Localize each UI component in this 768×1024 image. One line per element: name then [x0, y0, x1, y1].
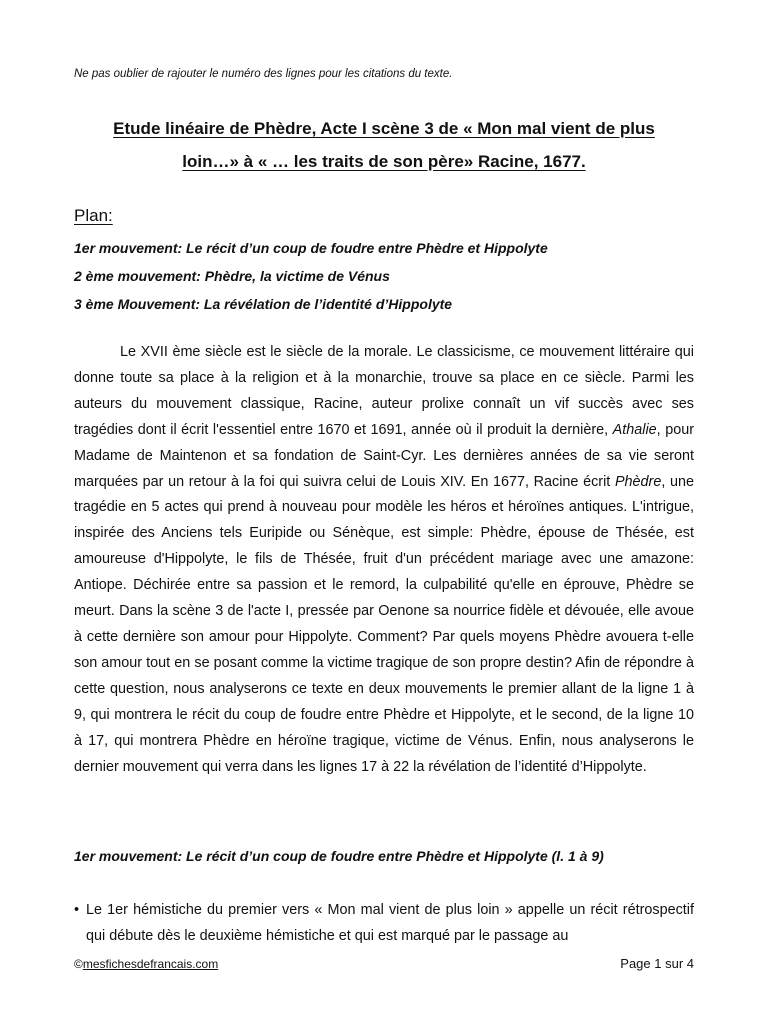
page-number: Page 1 sur 4 — [620, 956, 694, 971]
plan-heading: Plan: — [74, 206, 113, 225]
plan-item: 1er mouvement: Le récit d’un coup de foudre entre Phèdre et Hippolyte — [74, 240, 548, 256]
citation-reminder-note: Ne pas oublier de rajouter le numéro des lignes pour les citations du texte. — [74, 68, 453, 80]
bullet-icon: • — [74, 902, 80, 918]
intro-text-part-3: , une tragédie en 5 actes qui prend à nouveau pour modèle les héros et héroïnes antiques. L'intrigue, inspirée des Anciens tels Euripide ou Sénèque, est simple: Phèdre, épouse de Thésée, est amoureuse d'Hippolyte, le fils de Thésée, fruit d'un précédent mariage avec une amazone: Antiope. Déchirée entre sa passion et le remord, la culpabilité qu'elle en éprouve, Phèdre se meurt. Dans la scène 3 de l'acte I, pressée par Oenone sa nourrice fidèle et dévouée, elle avoue à cette dernière son amour pour Hippolyte. Comment? Par quels moyens Phèdre avouera t-elle son amour tout en se posant comme la victime tragique de son propre destin? Afin de répondre à cette question, nous analyserons ce texte en deux mouvements le premier allant de la ligne 1 à 9, qui montrera le récit du coup de foudre entre Phèdre et Hippolyte, et le second, de la ligne 10 à 17, qui montrera Phèdre en héroïne tragique, victime de Vénus. Enfin, nous analyserons le dernier mouvement qui verra dans les lignes 17 à 22 la révélation de l’identité d’Hippolyte. — [74, 473, 695, 775]
introduction-paragraph — [74, 340, 694, 780]
analysis-bullet-text: Le 1er hémistiche du premier vers « Mon mal vient de plus loin » appelle un récit rétrospectif qui débute dès le deuxième hémistiche et qui est marqué par le passage au — [86, 902, 694, 944]
work-title-phedre: Phèdre — [614, 473, 662, 490]
document-title — [70, 112, 698, 178]
site-link[interactable]: mesfichesdefrancais.com — [82, 957, 219, 971]
title-line-2: loin…» à « … les traits de son père» Racine, 1677. — [182, 152, 586, 171]
intro-text-part-1: Le XVII ème siècle est le siècle de la morale. Le classicisme, ce mouvement littéraire qui donne toute sa place à la religion et à la monarchie, trouve sa place en ce siècle. Parmi les auteurs du mouvement classique, Racine, auteur prolixe connaît un vif succès avec ses tragédies dont il écrit l'essentiel entre 1670 et 1691, année où il produit la dernière, — [74, 344, 694, 438]
plan-list — [74, 234, 548, 318]
plan-item: 2 ème mouvement: Phèdre, la victime de Vénus — [74, 268, 390, 284]
intro-text-part-2: , pour Madame de Maintenon et sa fondation de Saint-Cyr. Les dernières années de sa vie seront marquées par un retour à la foi qui suivra celui de Louis XIV. En 1677, Racine écrit — [74, 421, 694, 490]
analysis-bullet-item — [74, 898, 694, 949]
title-line-1: Etude linéaire de Phèdre, Acte I scène 3 de « Mon mal vient de plus — [113, 119, 655, 138]
work-title-athalie: Athalie — [612, 421, 657, 438]
plan-item: 3 ème Mouvement: La révélation de l’identité d’Hippolyte — [74, 296, 453, 312]
footer-site-credit — [74, 957, 218, 971]
copyright-symbol: © — [74, 957, 83, 971]
section-heading-movement-1: 1er mouvement: Le récit d’un coup de foudre entre Phèdre et Hippolyte (l. 1 à 9) — [74, 848, 604, 864]
